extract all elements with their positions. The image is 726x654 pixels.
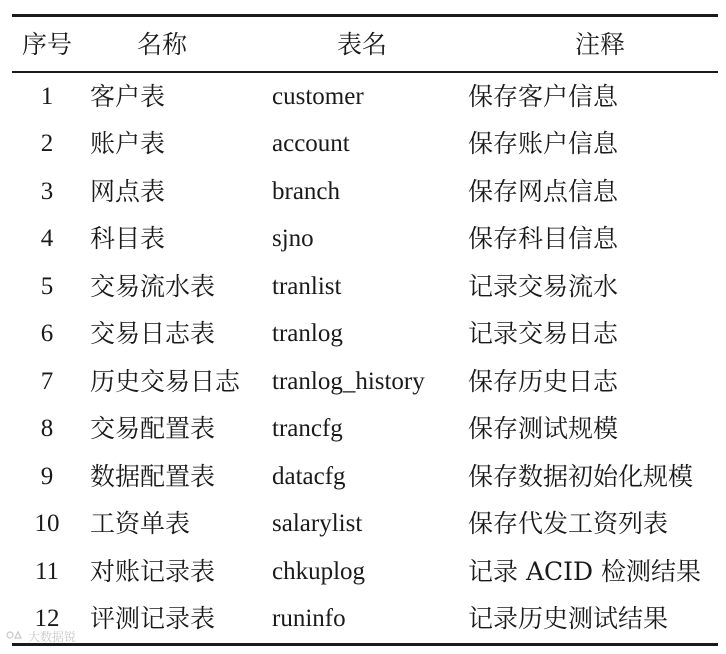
row-table-name: branch	[272, 177, 341, 205]
row-table-name: tranlist	[272, 272, 342, 300]
row-name: 工资单表	[90, 509, 191, 539]
table-row	[12, 405, 718, 453]
header-no: 序号	[21, 29, 72, 59]
row-name: 评测记录表	[90, 604, 216, 634]
row-name: 交易流水表	[90, 271, 216, 301]
row-note: 记录历史测试结果	[468, 604, 669, 634]
table-row	[12, 215, 718, 263]
row-no: 6	[40, 320, 54, 348]
row-no: 2	[40, 130, 54, 158]
row-table-name: datacfg	[272, 462, 346, 490]
table-row	[12, 358, 718, 406]
row-no: 12	[34, 605, 60, 633]
row-table-name: customer	[272, 82, 364, 110]
row-no: 8	[40, 415, 54, 443]
row-table-name: tranlog_history	[272, 367, 425, 395]
table-body	[12, 73, 718, 643]
row-no: 11	[34, 557, 60, 585]
row-name: 历史交易日志	[90, 366, 241, 396]
row-note: 保存代发工资列表	[468, 509, 669, 539]
row-note: 记录交易流水	[468, 271, 619, 301]
table-row	[12, 168, 718, 216]
row-no: 1	[40, 82, 54, 110]
row-note: 保存测试规模	[468, 414, 619, 444]
row-note: 保存科目信息	[468, 224, 619, 254]
table-row	[12, 120, 718, 168]
row-name: 网点表	[90, 176, 166, 206]
row-no: 7	[40, 367, 54, 395]
row-name: 科目表	[90, 224, 166, 254]
row-table-name: chkuplog	[272, 557, 366, 585]
row-no: 5	[40, 272, 54, 300]
row-name: 数据配置表	[90, 461, 216, 491]
header-note: 注释	[574, 29, 625, 59]
table	[12, 14, 718, 646]
header-table: 表名	[336, 29, 387, 59]
table-row	[12, 500, 718, 548]
table-row	[12, 595, 718, 643]
row-note: 保存网点信息	[468, 176, 619, 206]
row-note: 保存历史日志	[468, 366, 619, 396]
table-header-row	[12, 17, 718, 71]
row-table-name: trancfg	[272, 415, 343, 443]
row-note: 记录 ACID 检测结果	[468, 556, 701, 586]
table-row	[12, 263, 718, 311]
row-table-name: runinfo	[272, 605, 346, 633]
row-name: 交易配置表	[90, 414, 216, 444]
row-note: 保存数据初始化规模	[468, 461, 694, 491]
row-note: 记录交易日志	[468, 319, 619, 349]
row-table-name: sjno	[272, 225, 314, 253]
row-table-name: account	[272, 130, 350, 158]
row-no: 10	[34, 510, 60, 538]
row-name: 交易日志表	[90, 319, 216, 349]
table-row	[12, 548, 718, 596]
row-note: 保存账户信息	[468, 129, 619, 159]
table-row	[12, 310, 718, 358]
row-no: 4	[40, 225, 54, 253]
watermark-text: 大数据锐	[28, 630, 77, 644]
row-no: 9	[40, 462, 54, 490]
row-table-name: salarylist	[272, 510, 363, 538]
watermark-logo-icon	[6, 629, 26, 644]
header-name: 名称	[136, 29, 187, 59]
row-name: 对账记录表	[90, 556, 216, 586]
row-note: 保存客户信息	[468, 81, 619, 111]
row-name: 账户表	[90, 129, 166, 159]
row-no: 3	[40, 177, 54, 205]
table-bottom-rule	[12, 643, 718, 646]
watermark	[6, 628, 76, 645]
row-name: 客户表	[90, 81, 166, 111]
row-table-name: tranlog	[272, 320, 343, 348]
table-row	[12, 73, 718, 121]
table-row	[12, 453, 718, 501]
